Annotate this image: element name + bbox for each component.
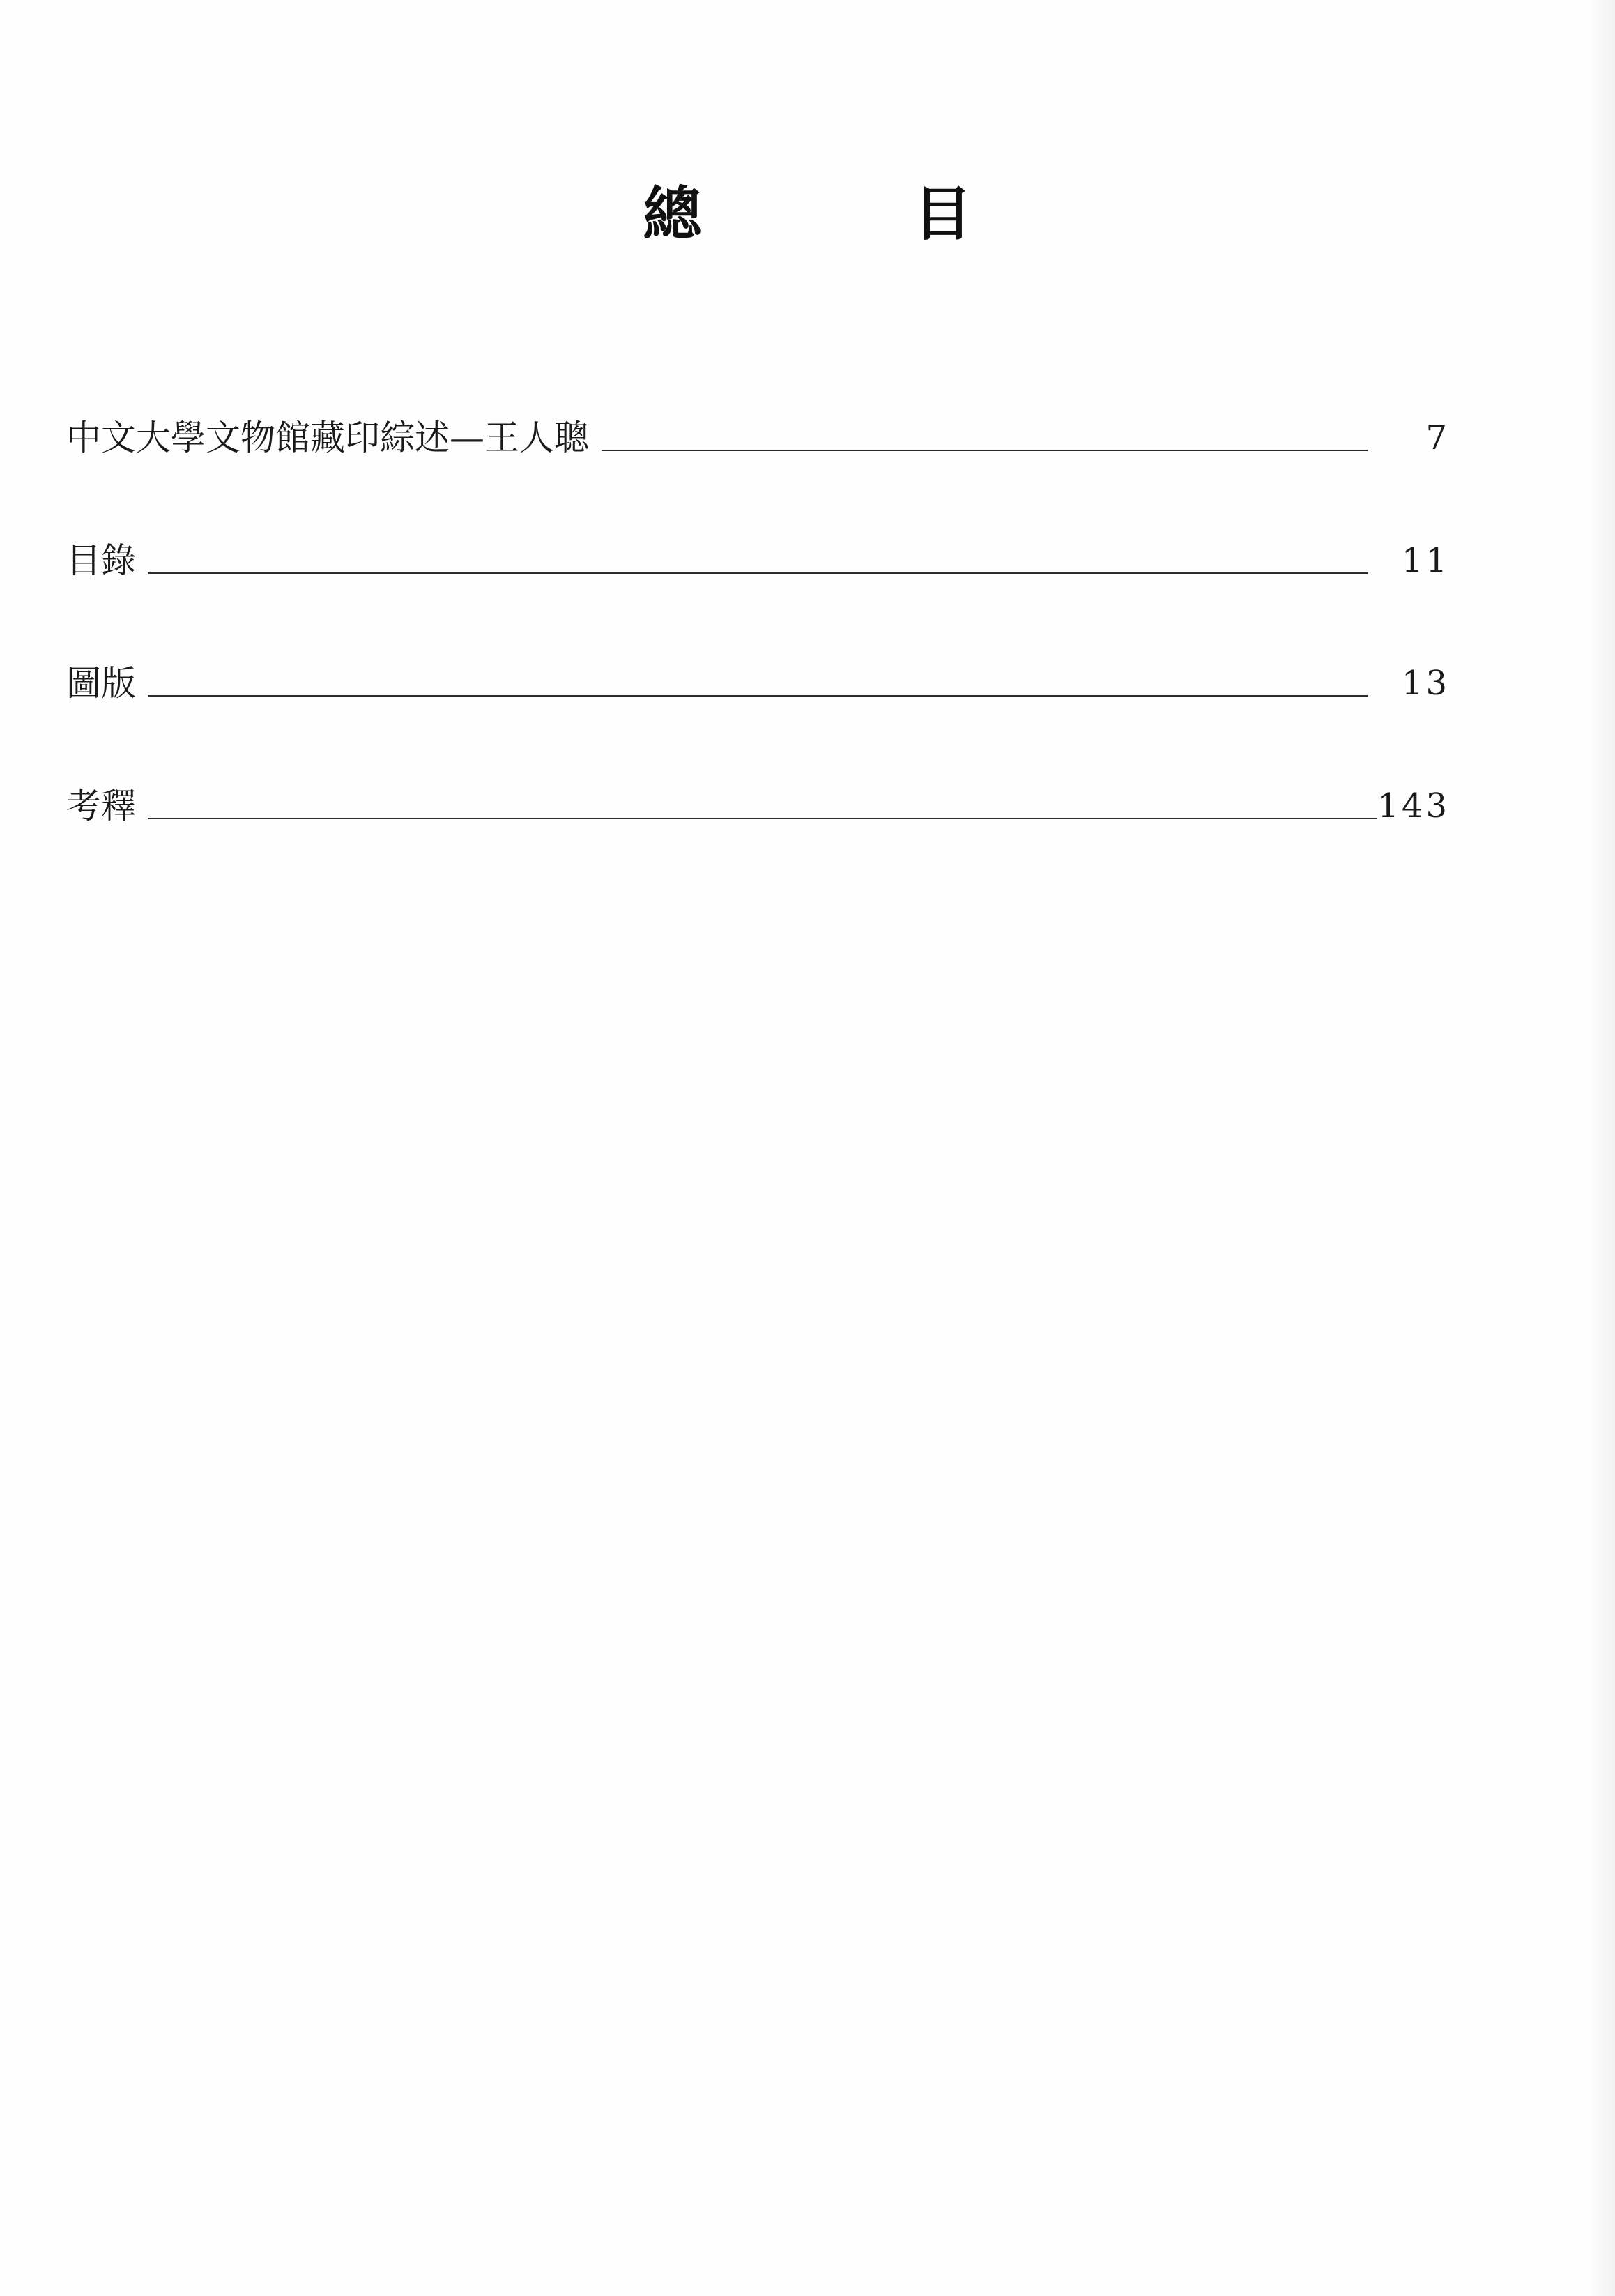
page-title: 總 目	[643, 180, 1049, 248]
toc-entry	[66, 783, 1450, 829]
toc-leader-line	[602, 450, 1368, 451]
toc-entry	[66, 415, 1450, 461]
toc-entry-page: 13	[1401, 664, 1450, 703]
toc-leader-line	[148, 818, 1377, 819]
toc-entry-label: 考釋	[66, 786, 136, 826]
table-of-contents	[66, 415, 1450, 906]
toc-leader-line	[148, 572, 1368, 574]
toc-leader-line	[148, 695, 1368, 697]
toc-entry-label: 目錄	[66, 540, 136, 581]
toc-entry-label: 中文大學文物館藏印綜述—王人聰	[66, 418, 589, 458]
toc-entry	[66, 660, 1450, 706]
toc-entry-label: 圖版	[66, 663, 136, 704]
scan-edge-shadow	[1587, 0, 1615, 2296]
toc-entry-page: 11	[1401, 541, 1450, 580]
toc-entry-page: 7	[1425, 418, 1450, 457]
toc-entry-page: 143	[1377, 786, 1450, 826]
toc-entry	[66, 538, 1450, 584]
